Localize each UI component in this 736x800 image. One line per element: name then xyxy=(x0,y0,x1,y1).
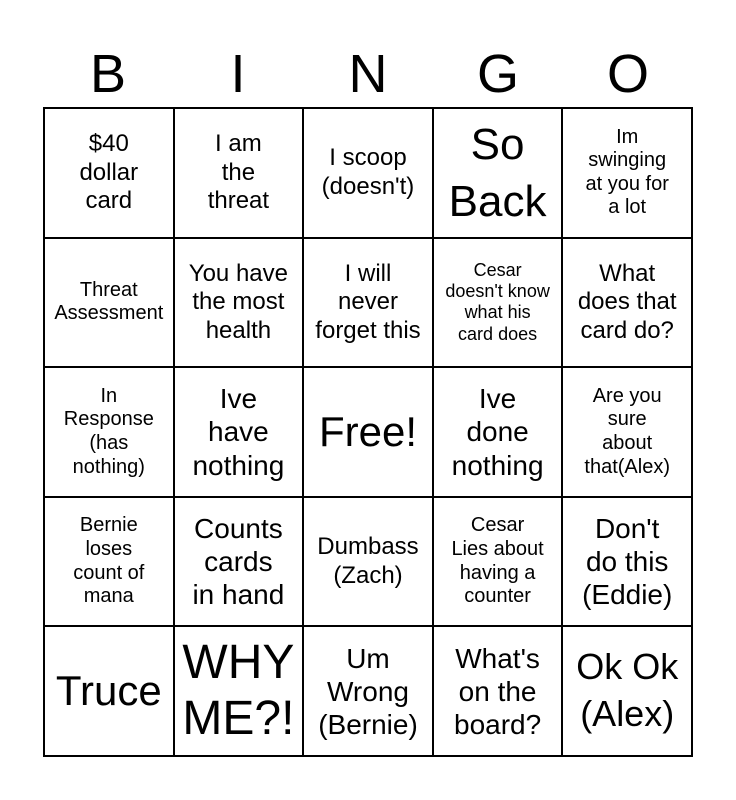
bingo-cell-o4[interactable]: Don't do this (Eddie) xyxy=(562,497,692,627)
bingo-cell-g2[interactable]: Cesar doesn't know what his card does xyxy=(433,238,563,368)
header-letter-n: N xyxy=(348,44,388,104)
header-letter-g: G xyxy=(476,44,519,104)
bingo-cell-n4[interactable]: Dumbass (Zach) xyxy=(303,497,433,627)
bingo-cell-i1[interactable]: I am the threat xyxy=(174,108,304,238)
bingo-cell-o3[interactable]: Are you sure about that(Alex) xyxy=(562,367,692,497)
bingo-cell-b5[interactable]: Truce xyxy=(44,626,174,756)
bingo-board xyxy=(43,107,693,757)
bingo-cell-g4[interactable]: Cesar Lies about having a counter xyxy=(433,497,563,627)
free-space[interactable]: Free! xyxy=(303,367,433,497)
bingo-cell-g5[interactable]: What's on the board? xyxy=(433,626,563,756)
bingo-cell-g3[interactable]: Ive done nothing xyxy=(433,367,563,497)
bingo-cell-b1[interactable]: $40 dollar card xyxy=(44,108,174,238)
bingo-cell-o5[interactable]: Ok Ok (Alex) xyxy=(562,626,692,756)
bingo-cell-b4[interactable]: Bernie loses count of mana xyxy=(44,497,174,627)
bingo-header xyxy=(43,40,693,108)
header-letter-i: I xyxy=(230,44,246,104)
bingo-cell-n2[interactable]: I will never forget this xyxy=(303,238,433,368)
bingo-cell-i2[interactable]: You have the most health xyxy=(174,238,304,368)
bingo-cell-i3[interactable]: Ive have nothing xyxy=(174,367,304,497)
bingo-cell-o1[interactable]: Im swinging at you for a lot xyxy=(562,108,692,238)
header-letter-o: O xyxy=(606,44,649,104)
header-letter-b: B xyxy=(89,44,127,104)
bingo-cell-n1[interactable]: I scoop (doesn't) xyxy=(303,108,433,238)
bingo-cell-g1[interactable]: So Back xyxy=(433,108,563,238)
bingo-cell-n5[interactable]: Um Wrong (Bernie) xyxy=(303,626,433,756)
bingo-cell-b3[interactable]: In Response (has nothing) xyxy=(44,367,174,497)
bingo-cell-b2[interactable]: Threat Assessment xyxy=(44,238,174,368)
bingo-cell-i4[interactable]: Counts cards in hand xyxy=(174,497,304,627)
bingo-cell-i5[interactable]: WHY ME?! xyxy=(174,626,304,756)
bingo-cell-o2[interactable]: What does that card do? xyxy=(562,238,692,368)
